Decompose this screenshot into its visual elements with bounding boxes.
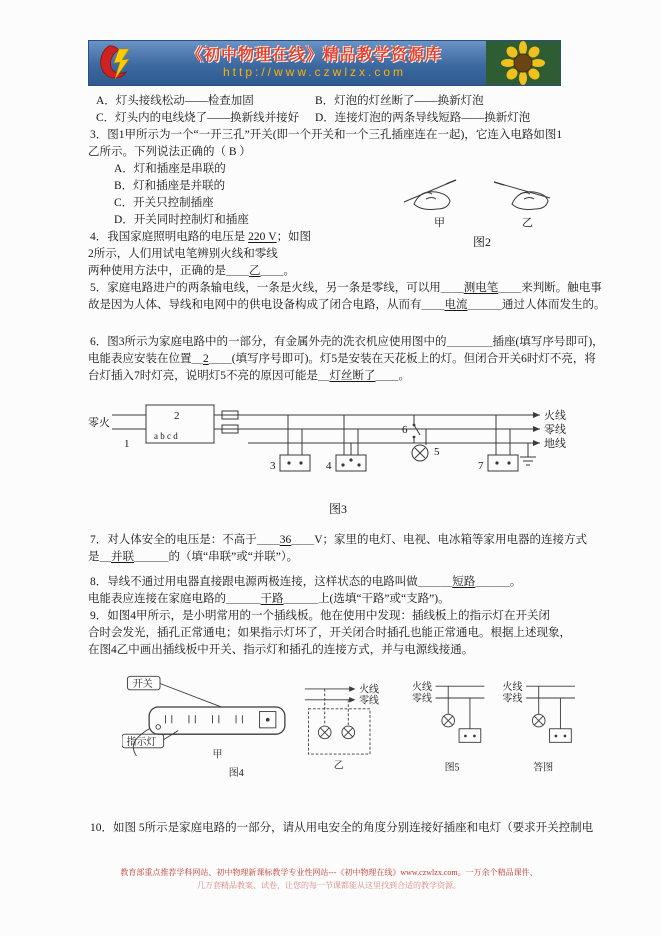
socket-icon xyxy=(459,729,481,743)
fig3-label-6: 6 xyxy=(402,424,408,436)
fig5-neutral-label: 零线 xyxy=(411,693,432,705)
power-strip xyxy=(133,707,285,756)
figure-5-answer-caption: 答图 xyxy=(532,762,553,774)
figure-2-diagram xyxy=(398,168,566,228)
sunflower-image xyxy=(486,41,560,85)
fig4-hot-label: 火线 xyxy=(359,684,380,696)
fig5-answer xyxy=(502,680,574,774)
figure-5-diagram xyxy=(412,669,588,784)
q9-line-3: 在图4乙中画出插线板中开关、指示灯和插孔的连接方式，并与电源线接通。 xyxy=(88,644,474,656)
fig4-answer-box xyxy=(305,683,379,755)
fig3-label-2: 2 xyxy=(174,410,180,422)
q2-option-d: D．连接灯泡的两条导线短路——换新灯泡 xyxy=(315,112,531,124)
logo-graphic xyxy=(89,41,143,85)
q9-line-2: 合时会发光，插孔正常通电；如果指示灯坏了，开关闭合时插孔也能正常通电。根据上述现象， xyxy=(88,627,571,639)
page-footer xyxy=(88,866,570,892)
q9-line-1: 9．如图4甲所示，是小明常用的一个插线板。他在使用中发现：插线板上的指示灯在开关闭 xyxy=(90,610,550,622)
switch-callout xyxy=(127,676,221,707)
figure-4-caption: 图4 xyxy=(228,767,244,779)
lamp-5-icon xyxy=(412,415,428,461)
sunflower-graphic xyxy=(486,41,560,85)
indicator-callout xyxy=(122,731,178,748)
entry-wires xyxy=(112,415,146,429)
figure-3-caption: 图3 xyxy=(328,502,347,516)
q6-line-3: 台灯插入7时灯亮，说明灯5不亮的原因可能是＿灯丝断了＿＿。 xyxy=(88,370,410,382)
q2-options-row-2 xyxy=(88,110,588,127)
q2-options-row-1 xyxy=(88,93,588,110)
q4-line-3: 两种使用方法中，正确的是＿＿乙＿＿。 xyxy=(88,265,295,277)
q2-option-a: A．灯头接线松动——检查加固 xyxy=(96,95,254,107)
banner-text xyxy=(143,47,486,80)
q4-line-2: 2所示，人们用试电笔辨别火线和零线 xyxy=(88,248,278,260)
fig3-terminals: a b c d xyxy=(154,431,178,441)
q3-option-b: B．灯和插座是并联的 xyxy=(114,180,226,192)
fig5-left xyxy=(412,680,484,774)
fig3-label-3: 3 xyxy=(270,460,276,472)
q6-line-1: 6．图3所示为家庭电路中的一部分，有金属外壳的洗衣机应使用图中的＿＿＿＿插座(填写序号即可)， xyxy=(90,336,604,348)
wire-arrowheads xyxy=(533,412,540,446)
q4-line-1: 4．我国家庭照明电路的电压是 220 V；如图 xyxy=(90,231,312,243)
fig3-neutral-label: 零线 xyxy=(544,424,566,436)
q3-option-c: C．开关只控制插座 xyxy=(114,197,214,209)
fig4-neutral-label: 零线 xyxy=(359,695,380,707)
fig3-label-5: 5 xyxy=(434,446,440,458)
fig2-yi-label: 乙 xyxy=(522,217,533,228)
lamp-icon xyxy=(441,714,454,727)
q2-option-b: B．灯泡的灯丝断了——换新灯泡 xyxy=(315,95,484,107)
q8-line-1: 8．导线不通过用电器直接跟电源两极连接，这样状态的电路叫做＿＿＿短路＿＿＿。 xyxy=(90,576,522,588)
q5-line-1: 5．家庭电路进户的两条输电线，一条是火线，另一条是零线，可以用＿＿测电笔＿＿来判断。触电事 xyxy=(90,282,602,294)
q3-option-d: D．开关同时控制灯和插座 xyxy=(114,214,249,226)
figure-4-diagram xyxy=(122,669,394,784)
figure-2 xyxy=(398,168,566,250)
q3-line-2: 乙所示。下列说法正确的（ B ） xyxy=(88,146,251,158)
figure-3 xyxy=(88,393,588,518)
fig4-yi-label: 乙 xyxy=(333,760,344,772)
fig4-indicator-label: 指示灯 xyxy=(126,737,157,749)
fuse-icon xyxy=(222,411,238,433)
q3-option-a: A．灯和插座是串联的 xyxy=(114,163,226,175)
q10-line-1: 10．如图 5所示是家庭电路的一部分，请从用电安全的角度分别连接好插座和电灯（要求开关控制电 xyxy=(90,822,594,834)
fig5-answer-neutral-label: 零线 xyxy=(502,693,522,705)
fig3-entry-label: 零火 xyxy=(88,417,110,429)
fig4-jia-label: 甲 xyxy=(212,749,223,761)
footer-line-1: 教育部重点推荐学科网站、初中物理新课标教学专业性网站---《初中物理在线》www.czwlzx.com。一万余个精品课件、 xyxy=(120,868,538,877)
fig5-hot-label: 火线 xyxy=(411,681,432,693)
q5-line-2: 故是因为人体、导线和电网中的供电设备构成了闭合电路，从而有＿＿电流＿＿＿通过人体而发生的。 xyxy=(88,299,606,311)
q2-option-c: C．灯头内的电线烧了——换新线并接好 xyxy=(96,112,300,124)
q8-line-2: 电能表应连接在家庭电路的＿＿＿干路＿＿＿上(选填“干路”或“支路”)。 xyxy=(88,593,450,605)
site-logo-icon xyxy=(89,41,143,85)
q7-line-2: 是＿并联＿＿＿的（填“串联”或“并联”）。 xyxy=(88,551,299,563)
figure-2-caption: 图2 xyxy=(472,235,491,249)
q3-line-1: 3．图1甲所示为一个“一开三孔”开关(即一个开关和一个三孔插座连在一起)，它连入电路如图1 xyxy=(90,129,563,141)
banner-url-link[interactable]: http://www.czwlzx.com xyxy=(222,65,407,80)
fig3-hot-label: 火线 xyxy=(544,410,566,422)
fig4-switch-label: 开关 xyxy=(132,679,153,691)
hand-sketch-jia xyxy=(404,180,456,209)
figure-4-5-row xyxy=(122,669,588,784)
socket-icon xyxy=(549,729,571,743)
q6-line-2: 电能表应安装在位置＿2＿＿(填写序号即可)。灯5是安装在天花板上的灯。但闭合开关6时灯不亮，将 xyxy=(88,353,596,365)
site-banner xyxy=(88,40,561,86)
lamp-icon xyxy=(532,714,545,727)
banner-title: 《初中物理在线》精品教学资源库 xyxy=(186,46,442,64)
fig3-label-4: 4 xyxy=(326,460,332,472)
fig3-label-1: 1 xyxy=(124,438,130,450)
electric-meter-box xyxy=(146,405,214,443)
fig2-jia-label: 甲 xyxy=(434,217,445,228)
fig3-ground-label: 地线 xyxy=(544,438,566,450)
main-wires xyxy=(214,415,540,443)
q7-line-1: 7．对人体安全的电压是：不高于＿＿36＿＿V；家里的电灯、电视、电冰箱等家用电器的连接方式 xyxy=(90,534,588,546)
figure-3-diagram xyxy=(88,393,588,493)
footer-line-2: 几万套精品教案、试卷，让您的每一节课都能从这里找到合适的教学资源。 xyxy=(197,881,461,890)
hand-sketch-yi xyxy=(494,182,550,209)
fig3-label-7: 7 xyxy=(478,460,484,472)
fig5-answer-hot-label: 火线 xyxy=(502,681,522,693)
ground-icon xyxy=(520,443,536,465)
figure-5-caption: 图5 xyxy=(444,762,460,774)
